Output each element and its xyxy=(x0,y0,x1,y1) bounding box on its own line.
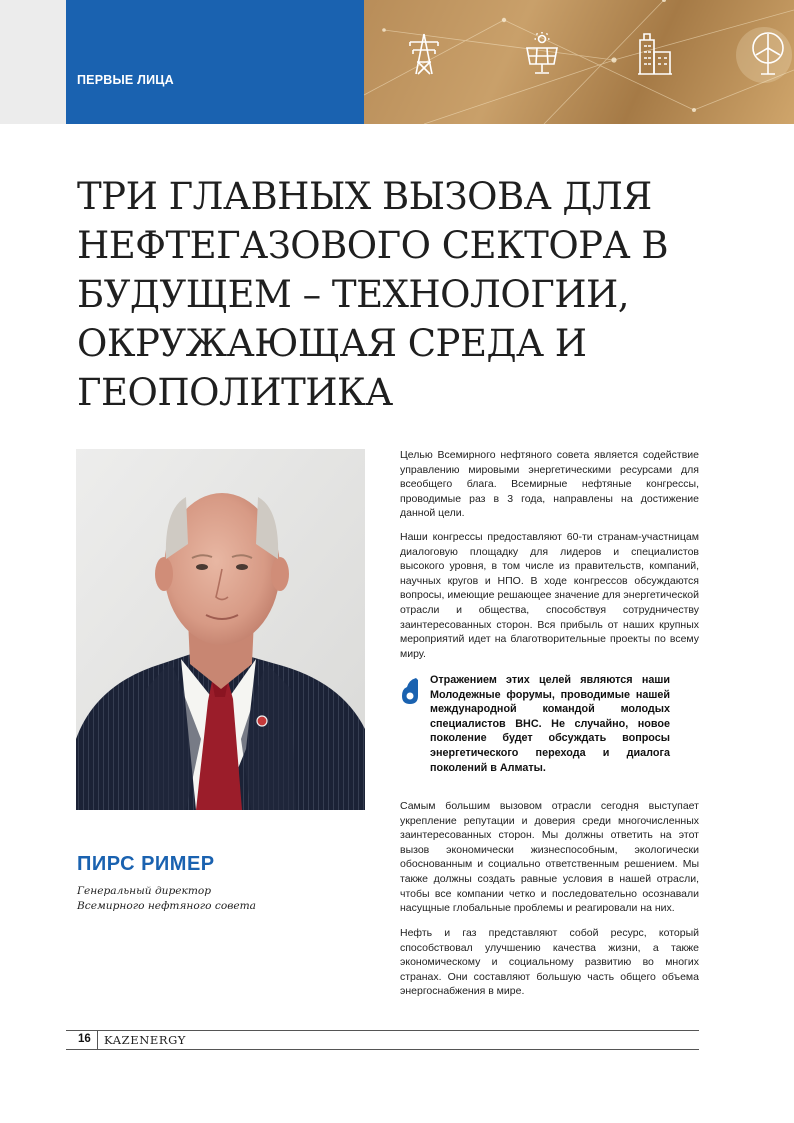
footer-rule-bottom xyxy=(66,1049,699,1050)
person-role-line2: Всемирного нефтяного совета xyxy=(77,900,256,912)
pull-quote: Отражением этих целей являются наши Молодежные форумы, проводимые нашей международной командой молодых специалистов ВНС. Не случайно, новое поколение будет обсуждать вопросы энергетического перехода и диалога поколений в Алматы. xyxy=(430,674,670,774)
footer-divider xyxy=(97,1031,98,1049)
paragraph: Наши конгрессы предоставляют 60-ти странам-участницам диалоговую площадку для лидеров и специалистов высокого уровня, в том числе из правительств, компаний, научных кругов и НПО. В ходе конгрессов обсуждаются вопросы, имеющие решающее значение для энергетической отрасли и общества, способствуя сотрудничеству заинтересованных сторон. Вся прибыль от наших крупных мероприятий идет на благотворительные проекты по всему миру. xyxy=(400,531,699,660)
article-title: ТРИ ГЛАВНЫХ ВЫЗОВА ДЛЯ НЕФТЕГАЗОВОГО СЕКТОРА В БУДУЩЕМ – ТЕХНОЛОГИИ, ОКРУЖАЮЩАЯ СРЕДА И ГЕОПОЛИТИКА xyxy=(77,175,669,414)
section-label: ПЕРВЫЕ ЛИЦА xyxy=(77,73,174,87)
solar-panel-icon xyxy=(522,32,562,76)
person-role xyxy=(77,884,256,914)
quote-mark-icon xyxy=(400,676,424,706)
person-name: ПИРС РИМЕР xyxy=(77,853,215,875)
header-banner xyxy=(364,0,794,124)
page-number: 16 xyxy=(78,1033,91,1045)
factory-building-icon xyxy=(636,30,674,76)
wind-turbine-icon xyxy=(748,30,788,76)
section-header xyxy=(66,0,364,124)
person-role-line1: Генеральный директор xyxy=(77,885,212,897)
paragraph: Целью Всемирного нефтяного совета является содействие управлению мировыми энергетическими ресурсами для всеобщего блага. Всемирные нефтяные конгрессы, проводимые раз в 3 года, направлены на достижение данной цели. xyxy=(400,449,699,520)
power-line-tower-icon xyxy=(406,32,442,76)
portrait-photo xyxy=(76,449,365,810)
footer-rule-top xyxy=(66,1030,699,1031)
paragraph: Нефть и газ представляют собой ресурс, который способствовал улучшению качества жизни, а также экономическому и социальному развитию во многих странах. Они составляют большую часть общего объема энергоснабжения в мире. xyxy=(400,927,699,998)
paragraph: Самым большим вызовом отрасли сегодня выступает укрепление репутации и доверия среди многочисленных заинтересованных сторон. Мы должны ответить на этот вызов экономически жизнеспособным, экологически обоснованным и социально ответственным решением. Мы также должны создать равные условия в нашей отрасли, чтобы все компании четко и последовательно осознавали насущные глобальные проблемы и реагировали на них. xyxy=(400,800,699,915)
magazine-name: KAZENERGY xyxy=(104,1033,186,1047)
